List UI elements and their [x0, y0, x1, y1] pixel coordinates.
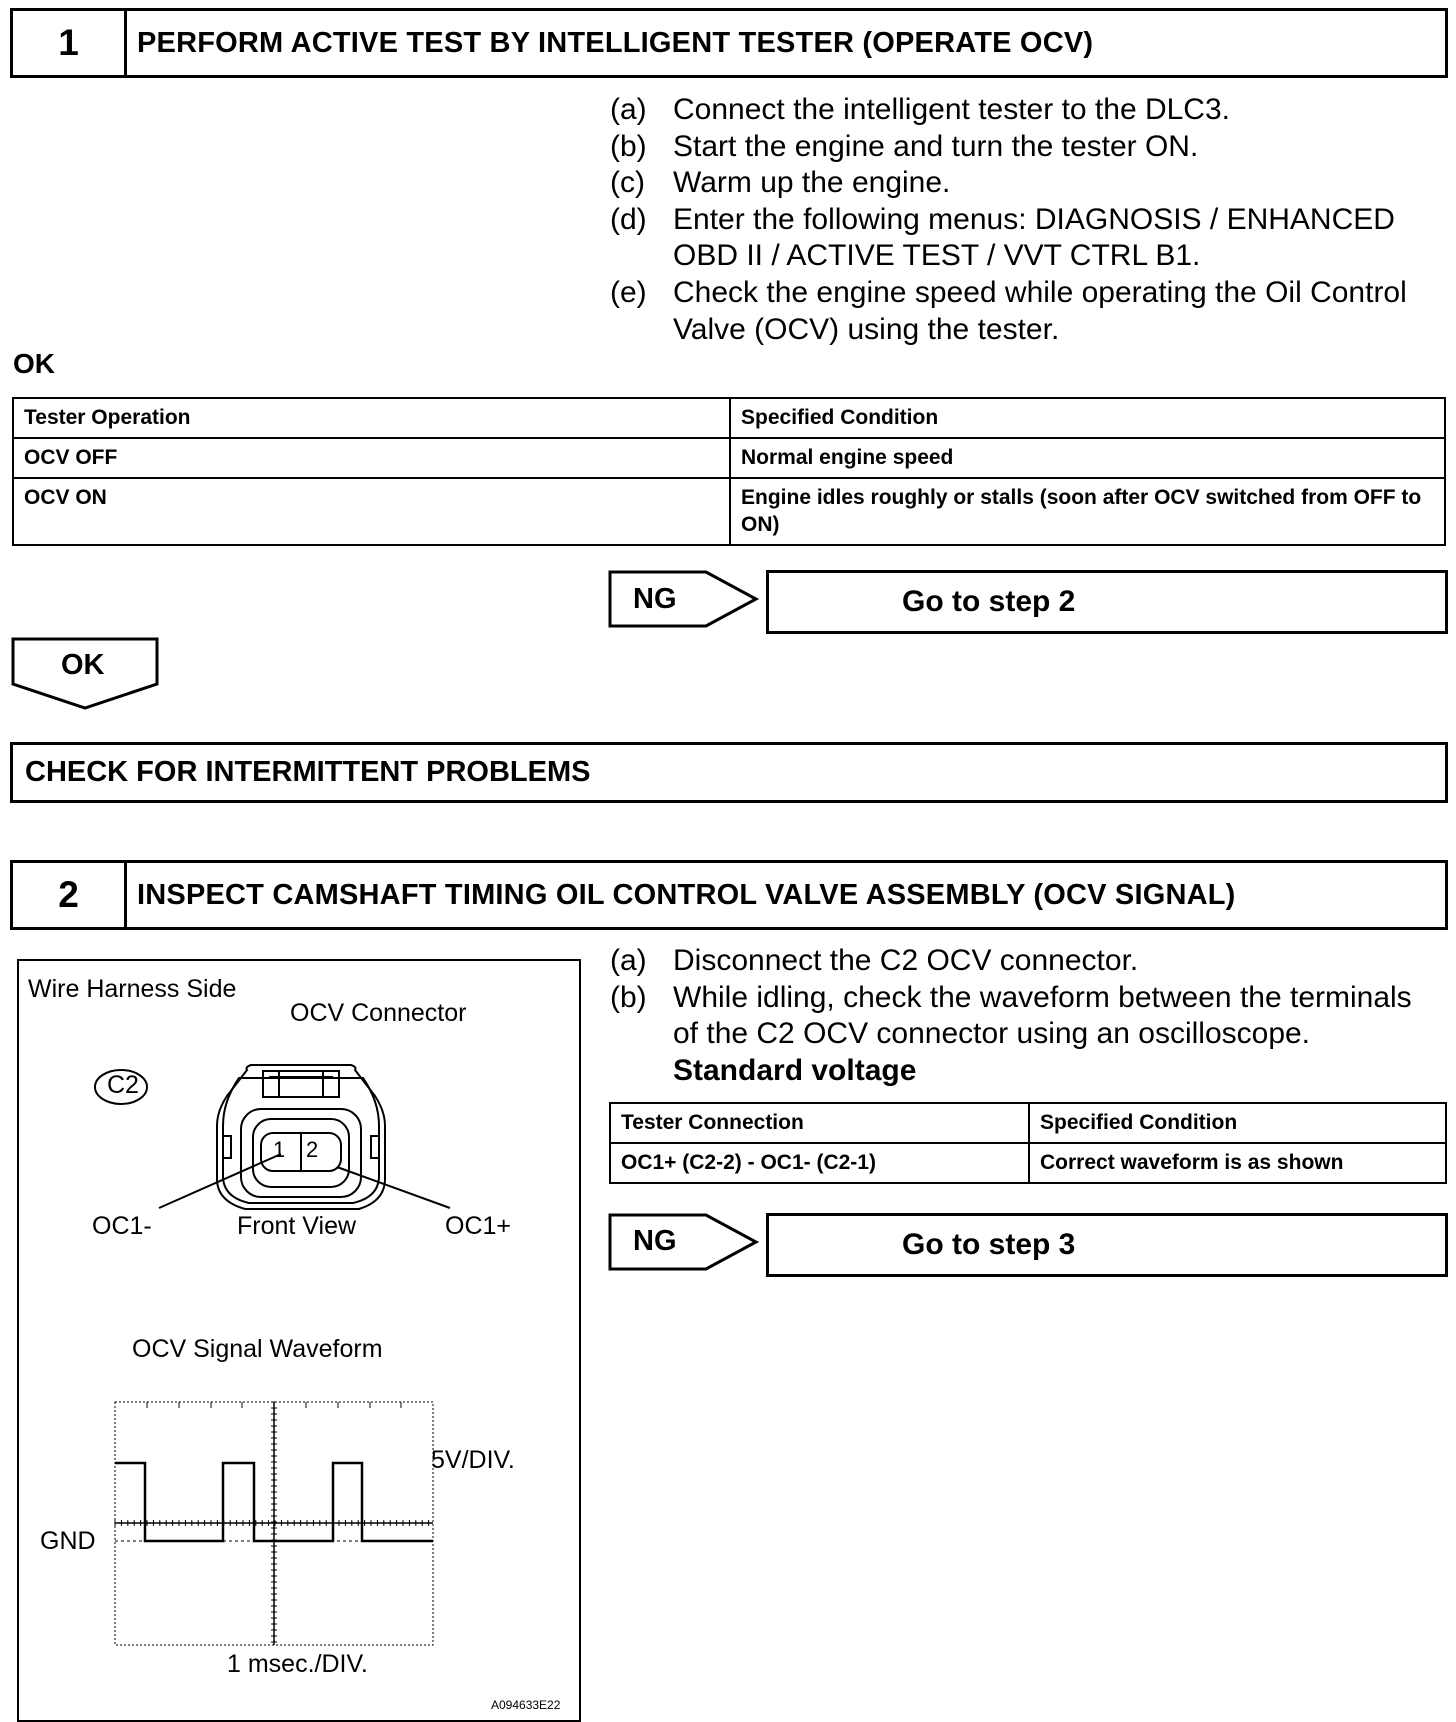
table-cell: OC1+ (C2-2) - OC1- (C2-1) [610, 1143, 1029, 1183]
time-div-label: 1 msec./DIV. [227, 1650, 368, 1678]
instruction-label: (a) [610, 93, 647, 126]
step-title: PERFORM ACTIVE TEST BY INTELLIGENT TESTER (OPERATE OCV) [137, 26, 1094, 59]
instruction-label: (b) [610, 129, 647, 163]
ocv-connector-label: OCV Connector [290, 999, 467, 1027]
ng-label: NG [633, 1225, 677, 1257]
ok-heading: OK [13, 348, 55, 379]
step-2-instructions [610, 943, 1450, 1089]
ng-arrow [608, 570, 760, 628]
step-2-spec-table [609, 1102, 1447, 1184]
instruction-label: (d) [610, 202, 647, 236]
step-title: INSPECT CAMSHAFT TIMING OIL CONTROL VALVE ASSEMBLY (OCV SIGNAL) [137, 878, 1236, 911]
connector-drawing [159, 1065, 450, 1209]
waveform-title: OCV Signal Waveform [132, 1335, 383, 1363]
instruction-item [610, 980, 1450, 1053]
step-number: 2 [13, 863, 127, 927]
instruction-label: (c) [610, 166, 645, 200]
table-header-cell: Specified Condition [730, 398, 1445, 438]
instruction-item [610, 129, 1450, 166]
step-1-instructions [610, 92, 1450, 348]
instruction-label: (b) [610, 980, 647, 1014]
table-row [610, 1143, 1446, 1183]
instruction-text: Warm up the engine. [673, 166, 951, 200]
instruction-text: Connect the intelligent tester to the DLC3. [673, 93, 1230, 126]
table-cell: OCV ON [13, 478, 730, 545]
go-to-step-label: Go to step 2 [902, 585, 1076, 618]
instruction-item [610, 275, 1450, 348]
step-2-header [10, 860, 1448, 930]
ng-arrow [608, 1213, 760, 1271]
instruction-item [610, 943, 1450, 980]
table-header-row [13, 398, 1445, 438]
instruction-label: (a) [610, 944, 647, 977]
gnd-label: GND [40, 1527, 96, 1555]
go-to-step-3-box [766, 1213, 1448, 1277]
table-cell: OCV OFF [13, 438, 730, 478]
table-cell: Correct waveform is as shown [1029, 1143, 1446, 1183]
go-to-step-2-box [766, 570, 1448, 634]
check-intermittent-label: CHECK FOR INTERMITTENT PROBLEMS [25, 756, 591, 788]
instruction-item [610, 202, 1450, 275]
table-cell: Normal engine speed [730, 438, 1445, 478]
instruction-text: Check the engine speed while operating the Oil Control [673, 275, 1407, 309]
table-header-row [610, 1103, 1446, 1143]
instruction-text: Disconnect the C2 OCV connector. [673, 944, 1139, 977]
standard-voltage-label: Standard voltage [673, 1053, 917, 1087]
instruction-label: (e) [610, 275, 647, 309]
step-1-spec-table [12, 397, 1446, 546]
instruction-item [610, 165, 1450, 202]
instruction-text: Start the engine and turn the tester ON. [673, 129, 1199, 163]
table-cell: Engine idles roughly or stalls (soon after OCV switched from OFF to ON) [730, 478, 1445, 545]
table-row [13, 478, 1445, 545]
instruction-text: While idling, check the waveform between the terminals [673, 980, 1412, 1014]
go-to-step-label: Go to step 3 [902, 1228, 1076, 1261]
ocv-figure [17, 959, 581, 1722]
table-header-cell: Specified Condition [1029, 1103, 1446, 1143]
volt-div-label: 5V/DIV. [431, 1446, 515, 1474]
front-view-label: Front View [237, 1212, 357, 1240]
pin-2-label: 2 [306, 1137, 319, 1162]
grid-ticks [115, 1402, 429, 1642]
oc1-minus-label: OC1- [92, 1212, 152, 1240]
step-1-header [10, 8, 1448, 78]
check-intermittent-box [10, 742, 1448, 803]
instruction-text: of the C2 OCV connector using an oscilloscope. [673, 1017, 1311, 1051]
oc1-plus-label: OC1+ [445, 1212, 512, 1240]
connector-id-label: C2 [107, 1071, 139, 1099]
instruction-text: Enter the following menus: DIAGNOSIS / ENHANCED [673, 202, 1395, 236]
table-header-cell: Tester Connection [610, 1103, 1029, 1143]
ok-label: OK [61, 649, 105, 681]
figure-id-label: A094633E22 [491, 1698, 561, 1712]
table-row [13, 438, 1445, 478]
instruction-item [610, 92, 1450, 129]
ng-label: NG [633, 583, 677, 615]
standard-voltage-row [610, 1053, 1450, 1090]
instruction-text: Valve (OCV) using the tester. [673, 312, 1060, 346]
table-header-cell: Tester Operation [13, 398, 730, 438]
pin-1-label: 1 [273, 1137, 286, 1162]
instruction-text: OBD II / ACTIVE TEST / VVT CTRL B1. [673, 239, 1201, 273]
wire-harness-side-label: Wire Harness Side [28, 975, 237, 1003]
step-number: 1 [13, 11, 127, 75]
